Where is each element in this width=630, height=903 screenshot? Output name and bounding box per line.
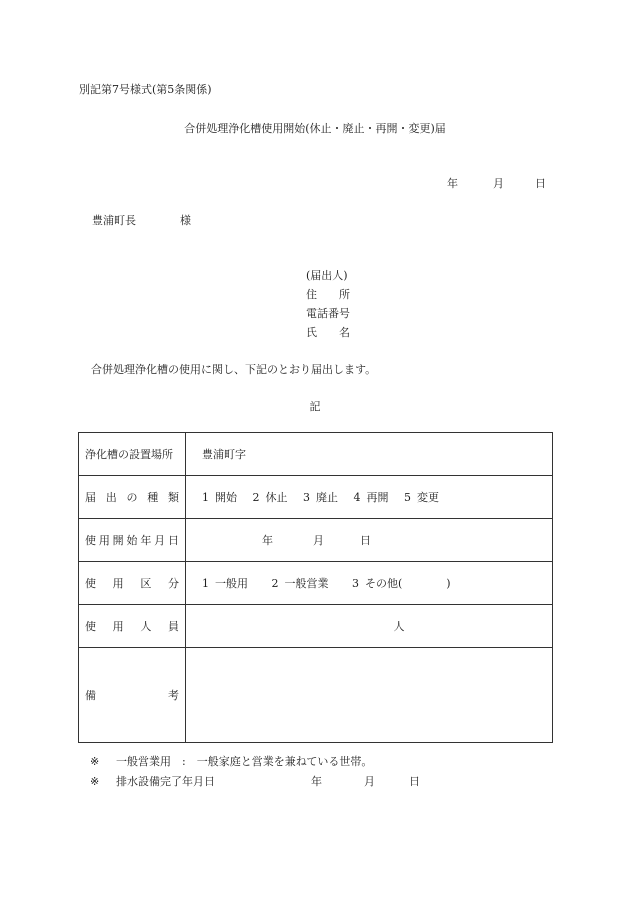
- location-value[interactable]: 豊浦町字: [186, 433, 553, 476]
- note-day: 日: [409, 775, 420, 788]
- table-row-start-date: [79, 519, 553, 562]
- notice-option-start[interactable]: 開始: [215, 491, 237, 504]
- applicant-name-label: 氏 名: [306, 326, 350, 339]
- notice-table: [78, 432, 553, 743]
- notice-option-num: 1: [202, 491, 209, 504]
- table-row-notice-type: [79, 476, 553, 519]
- users-label: 使 用 人 員: [79, 605, 186, 648]
- notice-type-label: 届 出 の 種 類: [79, 476, 186, 519]
- remarks-value[interactable]: [186, 648, 553, 743]
- usage-option-num: 2: [271, 577, 279, 590]
- usage-option-general[interactable]: 一般用: [215, 577, 248, 590]
- table-row-users: [79, 605, 553, 648]
- date-year: 年: [447, 177, 458, 190]
- usage-option-num: 1: [202, 577, 209, 590]
- notice-type-options: [186, 476, 553, 519]
- remarks-label: 備 考: [79, 648, 186, 743]
- lead-text: 合併処理浄化槽の使用に関し、下記のとおり届出します。: [91, 363, 377, 376]
- start-date-day: 日: [360, 534, 371, 547]
- applicant-block: [306, 266, 350, 342]
- addressee-honorific: 様: [180, 214, 191, 227]
- usage-label: 使 用 区 分: [79, 562, 186, 605]
- notice-option-num: 5: [404, 491, 411, 504]
- applicant-phone-label: 電話番号: [306, 307, 350, 320]
- ki-heading: 記: [309, 400, 321, 413]
- form-number-label: 別記第7号様式(第5条関係): [79, 83, 212, 96]
- note-month: 月: [364, 775, 375, 788]
- document-title: 合併処理浄化槽使用開始(休止・廃止・再開・変更)届: [184, 122, 446, 135]
- note-business-definition: [90, 752, 420, 772]
- note-mark: ※: [90, 755, 100, 768]
- notes-block: [90, 752, 420, 792]
- notice-option-suspend[interactable]: 休止: [265, 491, 288, 504]
- start-date-year: 年: [262, 534, 273, 547]
- usage-option-num: 3: [352, 577, 359, 590]
- date-day: 日: [535, 177, 546, 190]
- note-year: 年: [311, 775, 322, 788]
- table-row-location: [79, 433, 553, 476]
- applicant-heading: (届出人): [306, 269, 348, 282]
- start-date-month: 月: [313, 534, 324, 547]
- notice-option-num: 3: [303, 491, 310, 504]
- notice-option-abolish[interactable]: 廃止: [316, 491, 338, 504]
- usage-option-business[interactable]: 一般営業: [284, 577, 329, 590]
- location-label: 浄化槽の設置場所: [79, 433, 186, 476]
- notice-option-resume[interactable]: 再開: [366, 491, 389, 504]
- addressee: [92, 212, 191, 228]
- note-text: 一般営業用 : 一般家庭と営業を兼ねている世帯。: [116, 755, 373, 768]
- submission-date: [447, 175, 546, 191]
- note-drainage-completion: [90, 772, 420, 792]
- notice-option-num: 2: [252, 491, 260, 504]
- usage-option-other[interactable]: その他( ): [365, 577, 451, 590]
- table-row-remarks: [79, 648, 553, 743]
- usage-options: [186, 562, 553, 605]
- date-month: 月: [493, 177, 504, 190]
- start-date-value[interactable]: [186, 519, 553, 562]
- note-text: 排水設備完了年月日: [116, 775, 215, 788]
- notice-option-change[interactable]: 変更: [417, 491, 439, 504]
- notice-option-num: 4: [353, 491, 361, 504]
- users-unit: 人: [393, 620, 405, 633]
- applicant-address-label: 住 所: [306, 288, 350, 301]
- addressee-name: 豊浦町長: [92, 214, 136, 227]
- table-row-usage: [79, 562, 553, 605]
- users-value[interactable]: [186, 605, 553, 648]
- note-mark: ※: [90, 775, 100, 788]
- start-date-label: 使 用 開 始 年 月 日: [79, 519, 186, 562]
